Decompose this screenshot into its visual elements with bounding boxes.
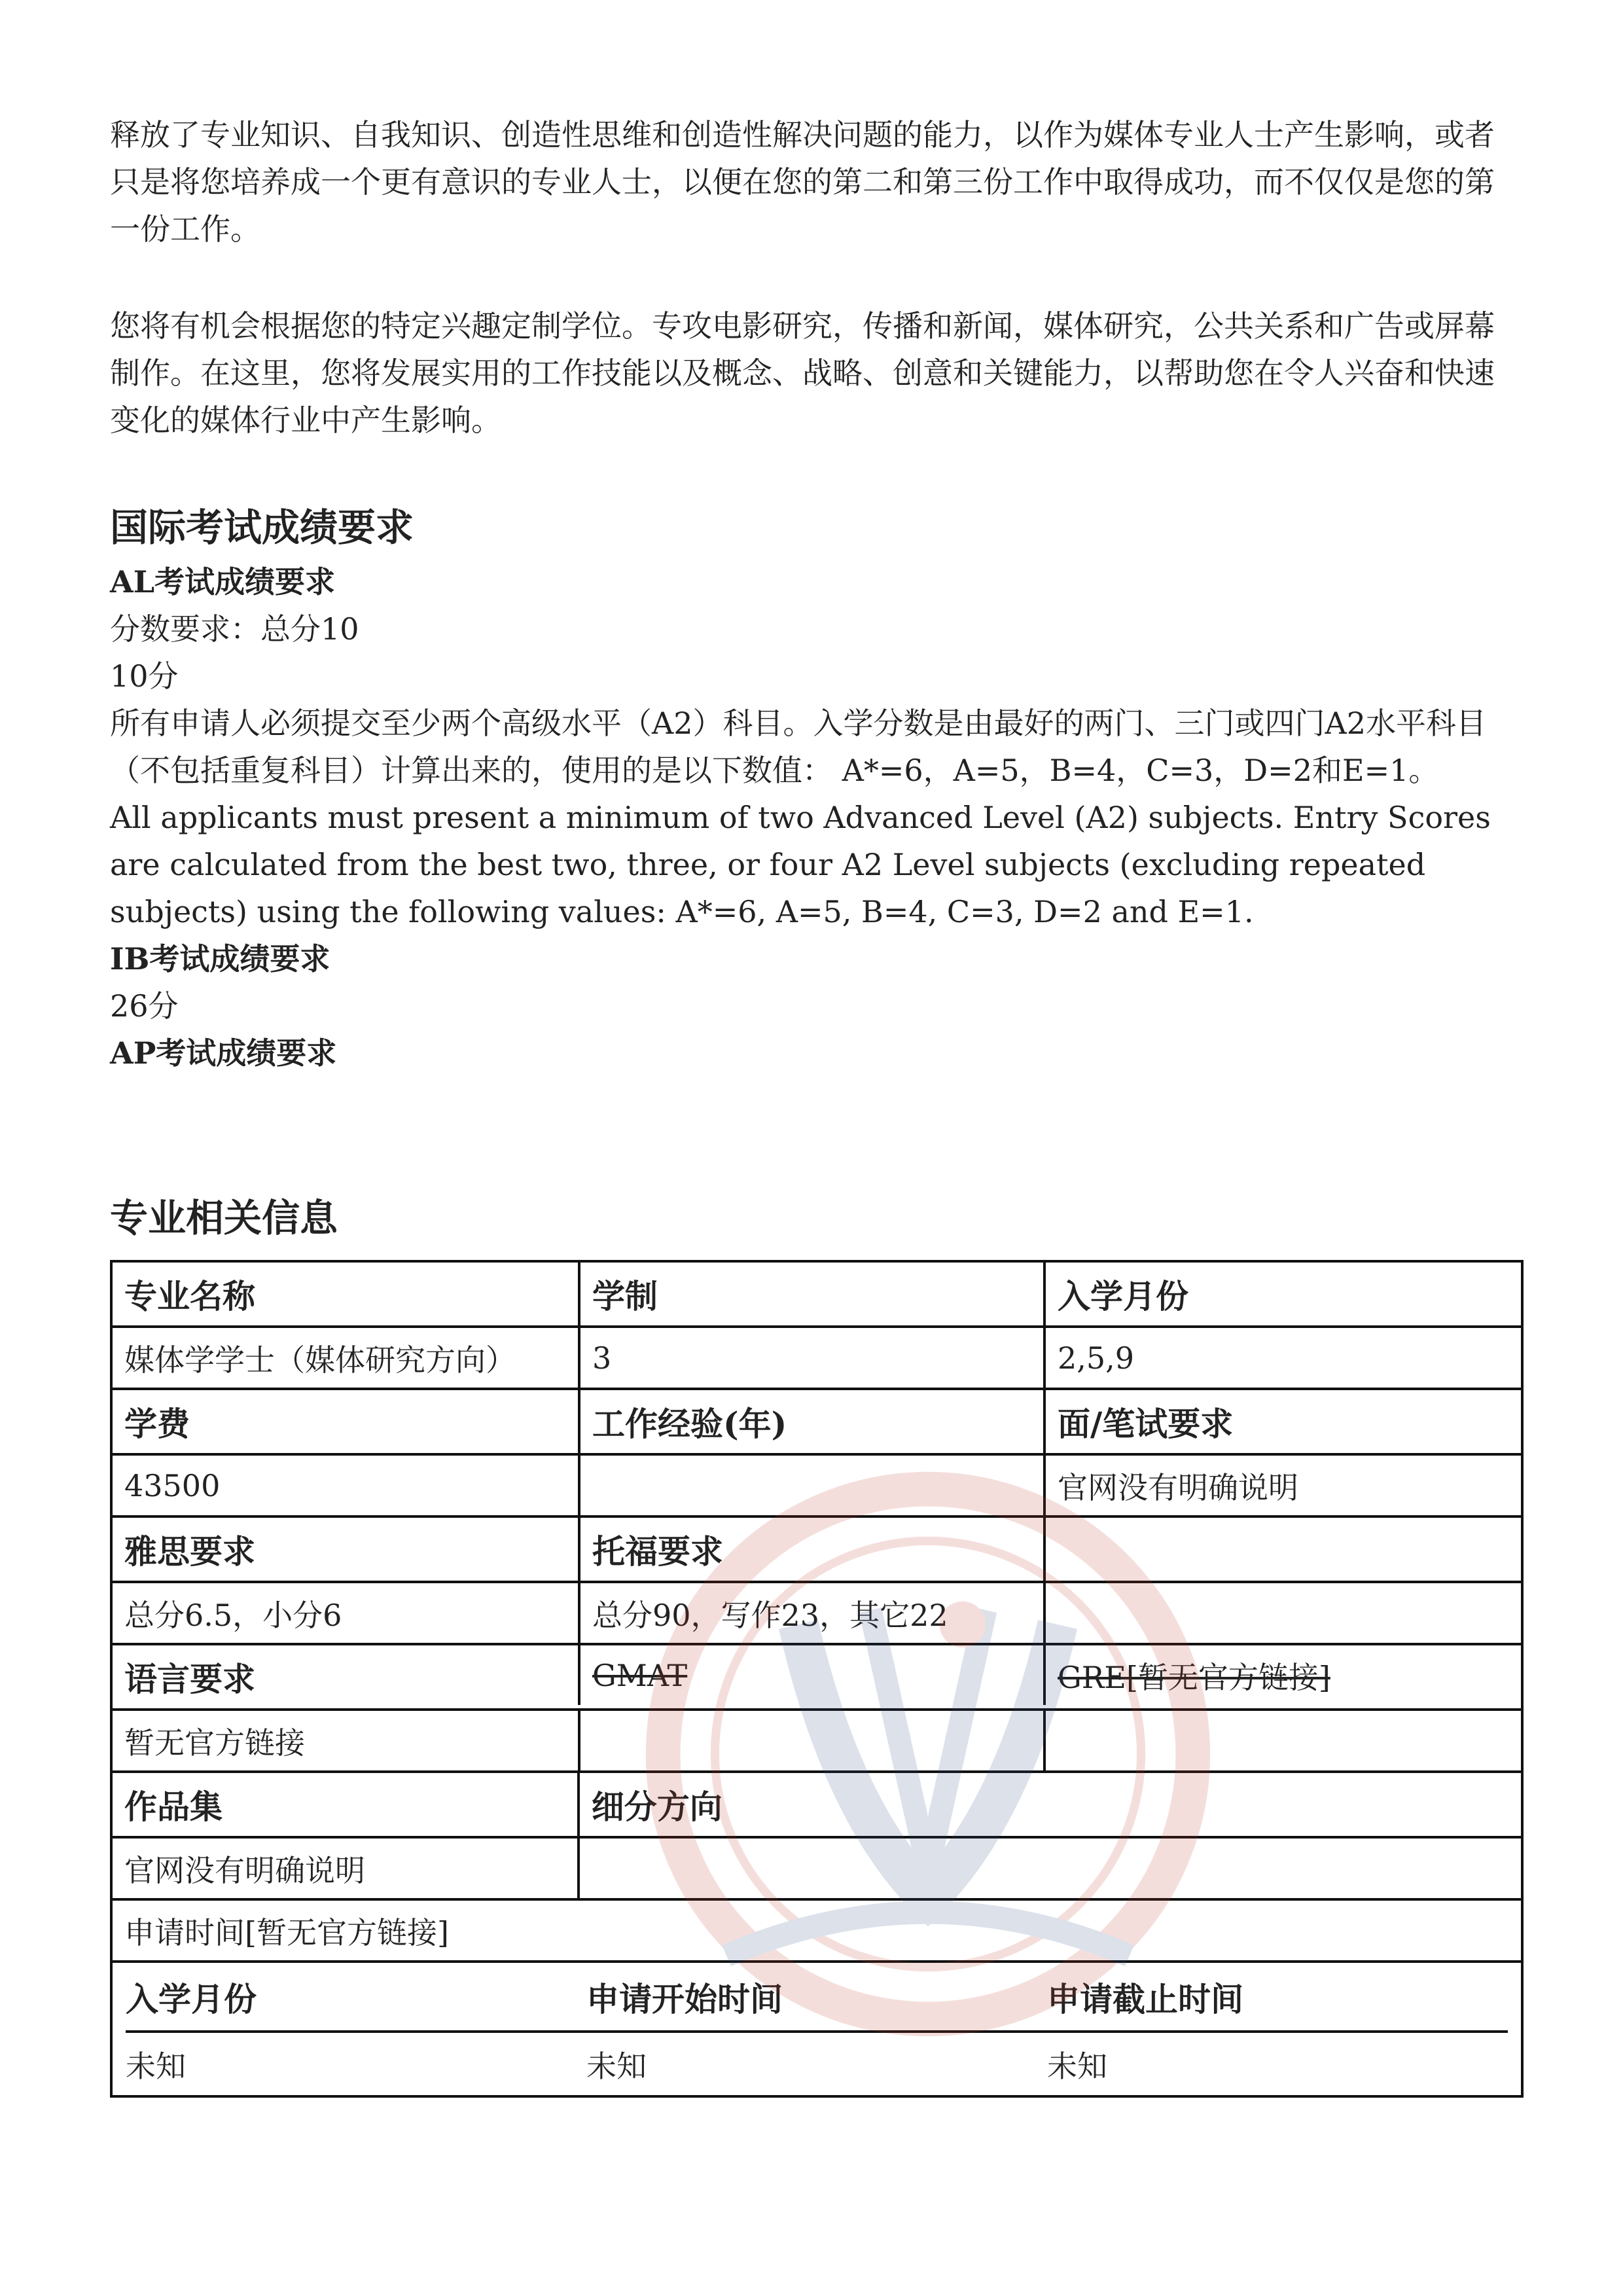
- application-dates-table: [113, 1960, 1521, 2095]
- ielts-label: 雅思要求: [124, 1532, 255, 1571]
- exam-requirements: [110, 558, 1524, 1077]
- intro-paragraph-1: 释放了专业知识、自我知识、创造性思维和创造性解决问题的能力，以作为媒体专业人士产生影响，或者只是将您培养成一个更有意识的专业人士，以便在您的第二和第三份工作中取得成功，而不仅仅是您的第一份工作。: [110, 117, 1495, 247]
- empty-cell: [1043, 1518, 1521, 1581]
- ib-heading: IB考试成绩要求: [110, 941, 330, 977]
- table-row: [113, 1708, 1521, 1770]
- table-row: [113, 1898, 1521, 1960]
- al-description-cn: 所有申请人必须提交至少两个高级水平（A2）科目。入学分数是由最好的两门、三门或四门A2水平科目（不包括重复科目）计算出来的，使用的是以下数值： A*=6，A=5，B=4，C=3，D=2和E=1。: [110, 706, 1486, 788]
- intake-label: 入学月份: [1043, 1263, 1521, 1325]
- dates-value-open: 未知: [586, 2048, 647, 2084]
- al-score-requirement: 分数要求：总分10: [110, 611, 359, 647]
- major-info-heading: 专业相关信息: [110, 1196, 338, 1240]
- work-experience-label: 工作经验(年): [578, 1390, 1043, 1453]
- ap-heading: AP考试成绩要求: [110, 1035, 337, 1071]
- table-row: [113, 1515, 1521, 1581]
- table-row: [113, 1453, 1521, 1515]
- al-heading: AL考试成绩要求: [110, 564, 336, 600]
- toefl-value: 总分90，写作23，其它22: [578, 1583, 1043, 1643]
- table-row: [113, 1643, 1521, 1708]
- table-row: [126, 2033, 1508, 2095]
- duration-label: 学制: [578, 1263, 1043, 1325]
- table-row: [113, 1388, 1521, 1453]
- portfolio-label: 作品集: [124, 1787, 223, 1826]
- table-row: [113, 1836, 1521, 1898]
- portfolio-value: 官网没有明确说明: [124, 1852, 365, 1888]
- application-time-label: 申请时间[暂无官方链接]: [124, 1914, 449, 1950]
- table-row: [113, 1770, 1521, 1836]
- toefl-label: 托福要求: [578, 1518, 1043, 1581]
- interview-value: 官网没有明确说明: [1043, 1456, 1521, 1515]
- work-experience-value: [578, 1456, 1043, 1515]
- intro-paragraph-2: 您将有机会根据您的特定兴趣定制学位。专攻电影研究，传播和新闻，媒体研究，公共关系和广告或屏幕制作。在这里，您将发展实用的工作技能以及概念、战略、创意和关键能力，以帮助您在令人兴奋和快速变化的媒体行业中产生影响。: [110, 308, 1495, 438]
- intake-value: 2,5,9: [1043, 1328, 1521, 1388]
- major-info-table: [110, 1260, 1524, 2098]
- language-value: 暂无官方链接: [124, 1725, 305, 1761]
- gmat-label: GMAT: [578, 1645, 1043, 1705]
- empty-cell: [1043, 1711, 1521, 1770]
- direction-label: 细分方向: [577, 1773, 1521, 1836]
- table-row: [113, 1263, 1521, 1325]
- duration-value: 3: [578, 1328, 1043, 1388]
- table-row: [113, 1325, 1521, 1388]
- ielts-value: 总分6.5，小分6: [124, 1597, 342, 1633]
- program-name-value: 媒体学学士（媒体研究方向）: [124, 1342, 516, 1378]
- al-description-en: All applicants must present a minimum of two Advanced Level (A2) subjects. Entry Scores are calculated from the best two, three, or four A2 Level subjects (excluding repeated subjects) using the following values: A*=6, A=5, B=4, C=3, D=2 and E=1.: [110, 800, 1491, 929]
- language-label: 语言要求: [124, 1660, 255, 1698]
- gre-label: GRE[暂无官方链接]: [1043, 1645, 1521, 1705]
- dates-value-intake: 未知: [126, 2048, 186, 2084]
- dates-value-deadline: 未知: [1047, 2048, 1107, 2084]
- empty-cell: [1043, 1583, 1521, 1643]
- table-row: [126, 1963, 1508, 2033]
- direction-value: [577, 1839, 1521, 1898]
- tuition-value: 43500: [124, 1467, 221, 1503]
- interview-label: 面/笔试要求: [1043, 1390, 1521, 1453]
- dates-header-deadline: 申请截止时间: [1047, 1963, 1508, 2033]
- exam-requirements-heading: 国际考试成绩要求: [110, 505, 414, 550]
- dates-header-open: 申请开始时间: [586, 1963, 1047, 2033]
- table-row: [113, 1581, 1521, 1643]
- al-points: 10分: [110, 658, 179, 694]
- dates-header-intake: 入学月份: [126, 1963, 586, 2033]
- tuition-label: 学费: [124, 1405, 190, 1443]
- ib-score: 26分: [110, 988, 179, 1024]
- program-name-label: 专业名称: [124, 1277, 255, 1316]
- empty-cell: [578, 1711, 1043, 1770]
